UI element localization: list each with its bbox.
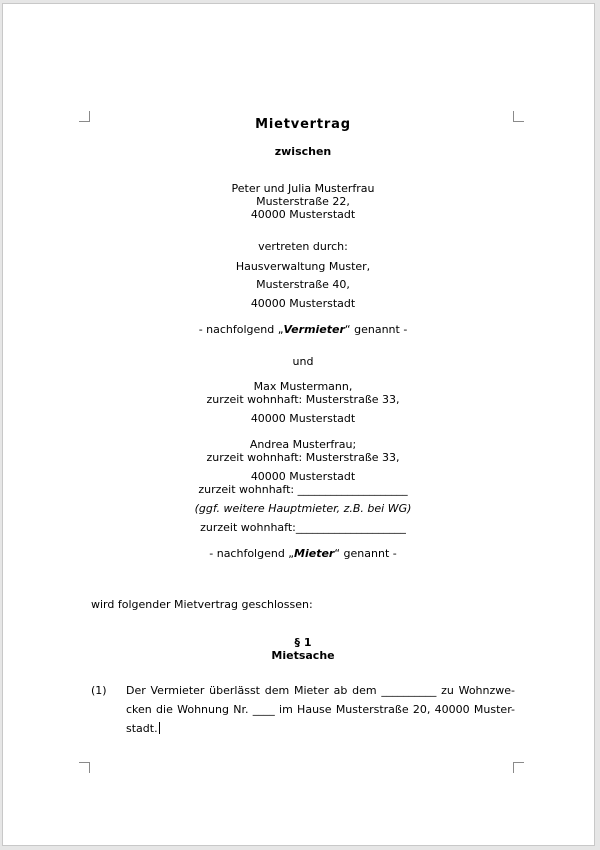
tenant2-address: zurzeit wohnhaft: Musterstraße 33,	[206, 451, 400, 464]
agent-name: Hausverwaltung Muster,	[235, 260, 371, 273]
tenant-role: Mieter	[294, 547, 335, 560]
landlord-role-prefix: - nachfolgend „	[198, 323, 284, 336]
blank-address-2: zurzeit wohnhaft:____________________	[200, 521, 406, 534]
landlord-role-line	[91, 323, 515, 336]
text-cursor	[159, 722, 161, 734]
blank-address-1: zurzeit wohnhaft: ____________________	[198, 483, 408, 496]
page-margin-corner-bottom-right	[513, 762, 524, 773]
tenant1-address: zurzeit wohnhaft: Musterstraße 33,	[206, 393, 400, 406]
section-paragraph[interactable]	[91, 681, 515, 741]
agent-city: 40000 Musterstadt	[250, 297, 356, 310]
section-heading: Mietsache	[271, 649, 335, 662]
landlord-role: Vermieter	[283, 323, 345, 336]
landlord-city: 40000 Musterstadt	[250, 208, 356, 221]
agent-street: Musterstraße 40,	[256, 278, 350, 291]
paragraph-number: (1)	[91, 684, 107, 697]
contract-concluded-text: wird folgender Mietvertrag geschlossen:	[91, 598, 313, 611]
tenant2-name: Andrea Musterfrau;	[249, 438, 357, 451]
tenant-role-line	[91, 547, 515, 560]
tenant2-city: 40000 Musterstadt	[250, 470, 356, 483]
between-label: zwischen	[274, 145, 332, 158]
paragraph-line: cken die Wohnung Nr. ____ im Hause Musterstraße 20, 40000 Muster-	[126, 703, 515, 716]
additional-tenants-note: (ggf. weitere Hauptmieter, z.B. bei WG)	[194, 502, 412, 515]
section-number: § 1	[294, 636, 312, 649]
represented-by-label: vertreten durch:	[258, 240, 348, 253]
paragraph-line-last	[126, 719, 515, 738]
tenant1-city: 40000 Musterstadt	[250, 412, 356, 425]
page-margin-corner-bottom-left	[79, 762, 90, 773]
tenant-role-suffix: “ genannt -	[334, 547, 397, 560]
document-page[interactable]	[2, 3, 595, 846]
tenant-role-prefix: - nachfolgend „	[209, 547, 295, 560]
landlord-role-suffix: “ genannt -	[344, 323, 408, 336]
paragraph-line: Der Vermieter überlässt dem Mieter ab dem __________ zu Wohnzwe-	[126, 684, 515, 697]
paragraph-text[interactable]	[126, 681, 515, 738]
and-label: und	[292, 355, 314, 368]
tenant1-name: Max Mustermann,	[253, 380, 353, 393]
landlord-street: Musterstraße 22,	[256, 195, 350, 208]
page-margin-corner-top-left	[79, 111, 90, 122]
landlord-names: Peter und Julia Musterfrau	[231, 182, 375, 195]
document-title: Mietvertrag	[255, 117, 351, 132]
paragraph-line: stadt.	[126, 722, 158, 735]
